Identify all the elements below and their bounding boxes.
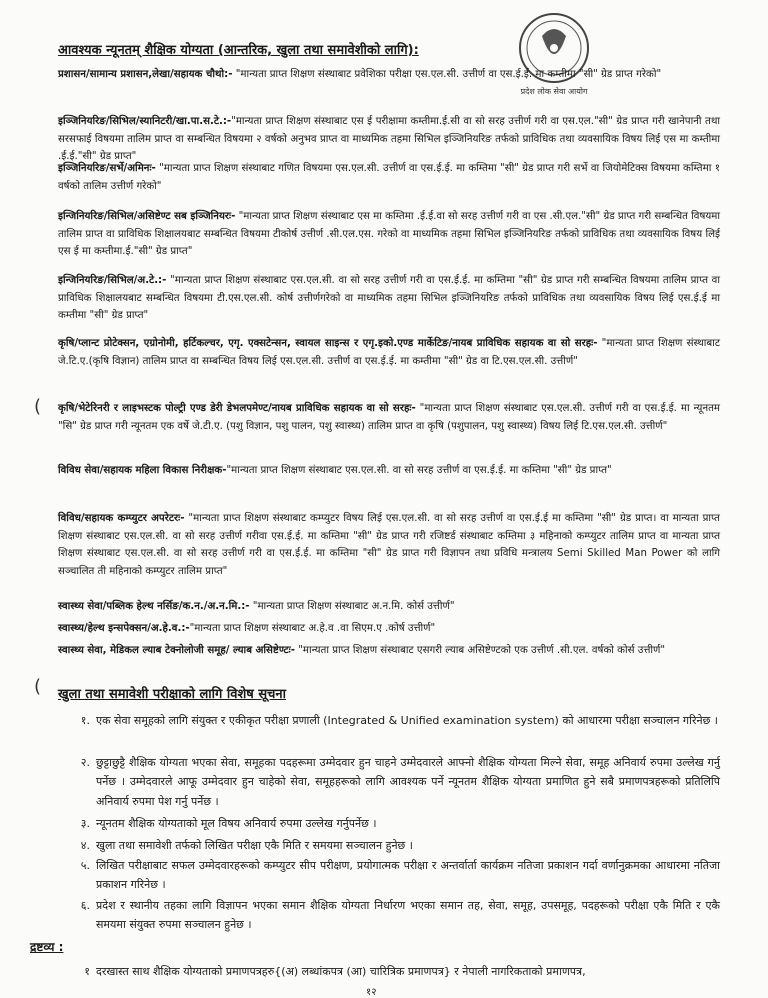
qualification-text: "मान्यता प्राप्त शिक्षण संस्थाबाट अ.न.मि. कोर्स उत्तीर्ण" <box>249 601 455 612</box>
qualification-title: कृषि/प्लान्ट प्रोटेक्सन, एग्रोनोमी, हर्टिकल्चर, एगृ. एक्सटेन्सन, स्वायल साइन्स र एगृ.इको.एण्ड मार्केटिङ/नायब प्राविधिक सहायक वा सो सरहः- <box>58 338 598 349</box>
notice-number: २. <box>80 756 90 769</box>
notice-text: एक सेवा समूहको लागि संयुक्त र एकीकृत परीक्षा प्रणाली (Integrated & Unified examination system) को आधारमा परीक्षा सञ्चालन गरिनेछ । <box>96 714 718 727</box>
qualification-item <box>58 272 720 325</box>
qualification-item <box>58 510 720 580</box>
qualification-text: "मान्यता प्राप्त शिक्षण संस्थाबाट कम्प्युटर विषय लिई एस.एल.सी. वा सो सरह उत्तीर्ण वा एस.ई.ई मा कम्तिमा "सी" ग्रेड प्राप्त। वा मान्यता प्राप्त शिक्षण संस्थाबाट एस.एल.सी. वा सो सरह उत्तीर्ण गरीवा एस.ई.ई. मा कम्तिमा "सी" ग्रेड प्राप्त गरी रजिष्टर्ड संस्थाबाट कम्तिमा ३ महिनाको कम्प्युटर तालिम प्राप्त वा मान्यता प्राप्त शिक्षण संस्थाबाट एस.एल.सी. वा सो सरह उत्तीर्ण गरी वा एस.ई.ई. मा कम्तिमा "सी" ग्रेड प्राप्त गरी विज्ञापन तथा प्रविधि मन्त्रालय Semi Skilled Man Power को लागि सञ्चालित ती महिनाको कम्प्युटर तालिम प्राप्त" <box>58 513 720 577</box>
qualification-title: इन्जिनियरिङ/सिभिल/असिष्टेण्ट सब इञ्जिनियरः- <box>58 211 236 222</box>
notice-text: प्रदेश र स्थानीय तहका लागि विज्ञापन भएका समान शैक्षिक योग्यता निर्धारण भएका समान तह, सेवा, समूह, उपसमूह, पदहरूको परीक्षा एकै मिति र एकै समयमा संयुक्त रुपमा सञ्चालन हुनेछ । <box>96 899 720 932</box>
notice-text: खुला तथा समावेशी तर्फको लिखित परीक्षा एकै मिति र समयमा सञ्चालन हुनेछ । <box>96 839 413 852</box>
qualification-item <box>58 160 720 195</box>
margin-bracket-mark: ( <box>34 396 42 417</box>
special-notice-heading: खुला तथा समावेशी परीक्षाको लागि विशेष सूचना <box>58 687 286 702</box>
page-number: १२ <box>366 987 377 998</box>
qualification-text: "मान्यता प्राप्त शिक्षण संस्थाबाट एस.एल.सी. उत्तीर्ण गरी वा एस.ई.ई. मा न्यूनतम "सि" ग्रेड प्राप्त गरी न्यूनतम एक वर्षे जे.टी.ए. (पशु विज्ञान, पशु पालन, पशु स्वास्थ्य) तालिम प्राप्त वा कृषि (पशुपालन, पशु स्वास्थ्य) विषय लिई टि.एस.एल.सी. उत्तीर्ण" <box>58 403 721 432</box>
notice-text: लिखित परीक्षाबाट सफल उम्मेदवारहरूको कम्प्युटर सीप परीक्षण, प्रयोगात्मक परीक्षा र अन्तर्वार्ता कार्यक्रम नतिजा प्रकाशन गर्दा वर्णानुक्रमका आधारमा नतिजा प्रकाशन गरिनेछ । <box>96 859 720 892</box>
qualification-title: इन्जिनियरिङ/सिभिल/अ.टे.:- <box>58 275 167 286</box>
svg-text:प्रदेश लोक सेवा आयोग: प्रदेश लोक सेवा आयोग <box>520 87 588 96</box>
note-text: दरखास्त साथ शैक्षिक योग्यताको प्रमाणपत्रहरु{(अ) लब्धांकपत्र (आ) चारित्रिक प्रमाणपत्र} र नेपाली नागरिकताको प्रमाणपत्र, <box>96 965 586 978</box>
qualification-item <box>58 208 720 261</box>
qualification-text: "मान्यता प्राप्त शिक्षण संस्थाबाट एस.एल.सी. वा सो सरह उत्तीर्ण वा एस.ई.ई. मा कम्तिमा "सी" ग्रेड प्राप्त" <box>226 465 612 476</box>
qualification-text: "मान्यता प्राप्त शिक्षण संस्थाबाट प्रवेशिका परीक्षा एस.एल.सी. उत्तीर्ण वा एस.ई.ई. मा कम्तीमा "सी" ग्रेड प्राप्त गरेको" <box>232 69 662 80</box>
qualification-title: स्वास्थ्य सेवा, मेडिकल ल्याब टेक्नोलोजी समूह/ ल्याब असिष्टेण्टः- <box>58 645 295 656</box>
qualification-text: "मान्यता प्राप्त शिक्षण संस्थाबाट एस.एल.सी. वा सो सरह उत्तीर्ण गरी वा एस.ई.ई. मा कम्तिमा "सी" ग्रेड प्राप्त गरी सम्बन्धित विषयमा तालिम प्राप्त वा प्राविधिक शिक्षालयबाट सम्बन्धित विषयमा टी.एस.एल.सी. कोर्ष उत्तीर्णगरेको वा माध्यमिक तहमा सिभिल इञ्जिनियरिङ तर्फको प्राविधिक तथा व्यवसायिक विषय लिई एस.ई.ई मा कम्तीमा "सी" ग्रेड प्राप्त" <box>58 275 720 322</box>
qualification-heading: आवश्यक न्यूनतम् शैक्षिक योग्यता (आन्तरिक, खुला तथा समावेशीको लागि): <box>58 43 419 58</box>
qualification-title: इञ्जिनियरिङ/सिभिल/स्यानिटरी/खा.पा.स.टे.:- <box>58 116 232 127</box>
qualification-item <box>58 642 720 660</box>
notice-text: छुट्टाछुट्टै शैक्षिक योग्यता भएका सेवा, समूहका पदहरूमा उम्मेदवार हुन चाहने उम्मेदवारले आफ्नो शैक्षिक योग्यता मिल्ने सेवा, समूह अनिवार्य रुपमा उल्लेख गर्नु पर्नेछ । उम्मेदवारले आफू उम्मेदवार हुन चाहेको सेवा, समूहहरूको लागि आवश्यक पर्ने न्यूनतम शैक्षिक योग्यता प्रमाणित हुने सबै प्रमाणपत्रहरूको प्रतिलिपि अनिवार्य रुपमा पेश गर्नु पर्नेछ । <box>96 756 720 808</box>
qualification-title: स्वास्थ्य सेवा/पब्लिक हेल्थ नर्सिङ/क.न./अ.न.मि.:- <box>58 601 250 612</box>
qualification-item <box>58 66 720 84</box>
qualification-item <box>58 462 720 480</box>
qualification-title: स्वास्थ्य/हेल्थ इन्सपेक्सन/अ.हे.व.:- <box>58 623 190 634</box>
qualification-text: "मान्यता प्राप्त शिक्षण संस्थाबाट गणित विषयमा एस.एल.सी. उत्तीर्ण वा एस.ई.ई. मा कम्तिमा "सी" ग्रेड प्राप्त गरी सर्भे वा जियोमेटिक्स विषयमा कम्तिमा १ वर्षको तालिम उत्तीर्ण गरेको" <box>58 163 720 192</box>
qualification-title: प्रशासन/सामान्य प्रशासन,लेखा/सहायक चौथो:- <box>58 69 233 80</box>
qualification-title: विविध सेवा/सहायक महिला विकास निरीक्षक- <box>58 465 227 476</box>
qualification-item <box>58 620 720 638</box>
qualification-item <box>58 335 720 370</box>
qualification-title: विविध/सहायक कम्प्युटर अपरेटरः- <box>58 513 185 524</box>
notice-number: ६. <box>80 899 90 912</box>
notice-number: ५. <box>80 859 90 872</box>
qualification-title: कृषि/भेटेरिनरी र लाइभस्टक पोल्ट्री एण्ड डेरी डेभलपमेण्ट/नायब प्राविधिक सहायक वा सो सरहः- <box>58 403 416 414</box>
notice-text: न्यूनतम शैक्षिक योग्यताको मूल विषय अनिवार्य रुपमा उल्लेख गर्नुपर्नेछ । <box>96 817 377 830</box>
qualification-text: "मान्यता प्राप्त शिक्षण संस्थाबाट अ.हे.व .वा सिएम.ए .कोर्ष उत्तीर्ण" <box>189 623 436 634</box>
qualification-title: इञ्जिनियरिङ/सर्भे/अमिनः- <box>58 163 156 174</box>
margin-bracket-mark: ( <box>34 676 42 697</box>
qualification-text: "मान्यता प्राप्त शिक्षण संस्थाबाट जे.टि.ए.(कृषि विज्ञान) तालिम प्राप्त वा सम्बन्धित विषय लिई एस.एल.सी. उत्तीर्ण वा एस.ई.ई. मा कम्तीमा "सी" ग्रेड वा टि.एस.एल.सी. उत्तीर्ण" <box>58 338 720 367</box>
qualification-item <box>58 113 720 166</box>
note-label: द्रष्टव्य : <box>30 940 64 954</box>
notice-number: १. <box>80 714 90 727</box>
office-seal-stamp <box>498 8 610 102</box>
qualification-text: "मान्यता प्राप्त शिक्षण संस्थाबाट एस ई परीक्षामा कम्तीमा.ई.सी वा सो सरह उत्तीर्ण गरी वा एस.एल."सी" ग्रेड प्राप्त गरी खानेपानी तथा सरसफाई विषयमा तालिम प्राप्त वा सम्बन्धित विषयमा २ वर्षको अनुभव प्राप्त वा माध्यमिक तहमा सिभिल इञ्जिनियरिङ तर्फको प्राविधिक तथा व्यवसायिक विषय लिई एस मा कम्तीमा .ई.ई."सी" ग्रेड प्राप्त" <box>58 116 720 163</box>
qualification-text: "मान्यता प्राप्त शिक्षण संस्थाबाट एस मा कम्तिमा .ई.ई.वा सो सरह उत्तीर्ण गरी वा एस .सी.एल."सी" ग्रेड प्राप्त गरी सम्बन्धित विषयमा तालिम प्राप्त वा प्राविधिक शिक्षालयबाट सम्बन्धित विषयमा टीकोर्ष उत्तीर्ण .सी.एल.एस. गरेको वा माध्यमिक तहमा सिभिल इञ्जिनियरिङ तर्फको प्राविधिक तथा व्यवसायिक विषय लिई एस ई मा कम्तीमा.ई."सी" ग्रेड प्राप्त" <box>58 211 720 258</box>
note-number: १ <box>84 965 90 978</box>
qualification-item <box>58 598 720 616</box>
qualification-text: "मान्यता प्राप्त शिक्षण संस्थाबाट एसगरी ल्याब असिष्टेण्टको एक उत्तीर्ण .सी.एल. वर्षको कोर्स उत्तीर्ण" <box>294 645 666 656</box>
notice-number: ४. <box>80 839 90 852</box>
qualification-item <box>58 400 720 435</box>
notice-number: ३. <box>80 817 90 830</box>
